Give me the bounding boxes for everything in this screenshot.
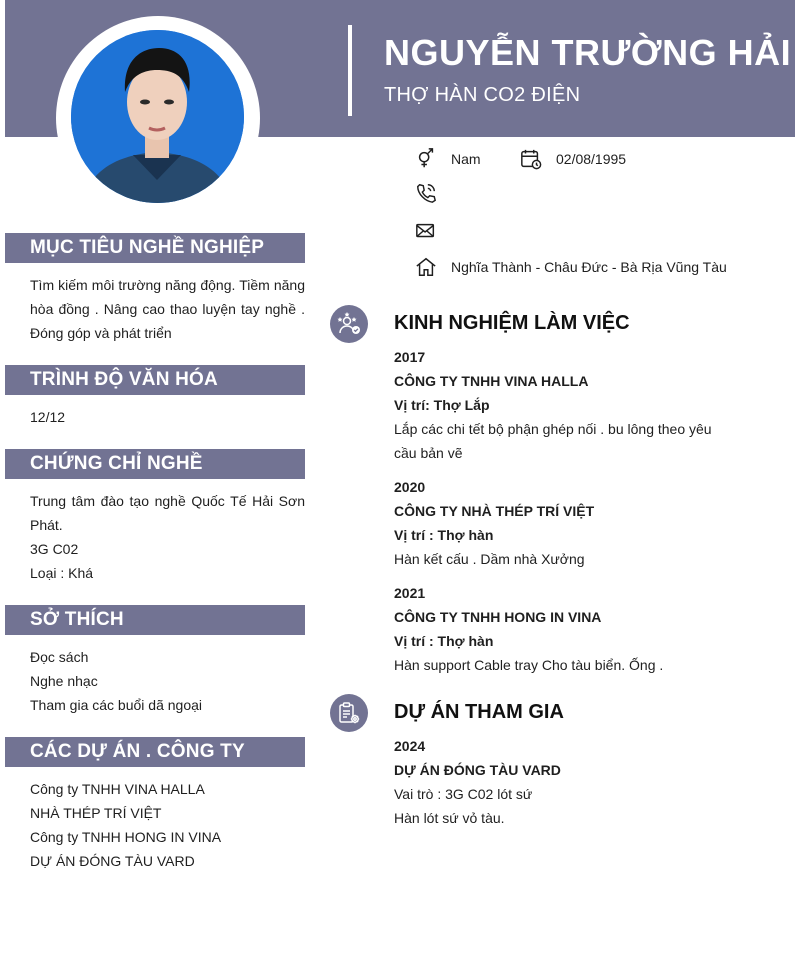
portrait-photo xyxy=(71,30,244,203)
experience-description: Lắp các chi tết bộ phận ghép nối . bu lông theo yêu cầu bản vẽ xyxy=(394,421,712,461)
contact-email xyxy=(415,220,451,242)
envelope-icon xyxy=(415,220,437,242)
phone-icon xyxy=(415,182,437,204)
experience-company: CÔNG TY TNHH VINA HALLA xyxy=(394,373,589,389)
candidate-name: NGUYỄN TRƯỜNG HẢI xyxy=(384,32,792,73)
projects-title: DỰ ÁN THAM GIA xyxy=(394,701,564,723)
objective-text: Tìm kiếm môi trường năng động. Tiềm năng hòa đồng . Nâng cao thao luyện tay nghề . Đóng góp và phát triển xyxy=(30,277,305,341)
contact-address xyxy=(415,256,727,278)
job-title: THỢ HÀN CO2 ĐIỆN xyxy=(384,84,581,106)
hobbies-list xyxy=(30,645,305,717)
company-item: Công ty TNHH VINA HALLA xyxy=(30,781,205,797)
experience-position: Vị trí : Thợ hàn xyxy=(394,633,494,649)
project-item xyxy=(394,734,734,830)
certificates-title: CHỨNG CHỈ NGHỀ xyxy=(5,449,305,479)
experience-company: CÔNG TY TNHH HONG IN VINA xyxy=(394,609,602,625)
experience-item xyxy=(394,581,734,677)
team-badge-icon xyxy=(330,305,368,343)
experience-description: Hàn kết cấu . Dầm nhà Xưởng xyxy=(394,551,585,567)
certificate-school: Trung tâm đào tạo nghề Quốc Tế Hải Sơn Phát. xyxy=(30,493,305,533)
experience-year: 2021 xyxy=(394,585,426,601)
company-item: NHÀ THÉP TRÍ VIỆT xyxy=(30,805,162,821)
hobby-item: Tham gia các buổi dã ngoại xyxy=(30,697,202,713)
education-item: 12/12 xyxy=(30,409,66,425)
address-value: Nghĩa Thành - Châu Đức - Bà Rịa Vũng Tàu xyxy=(451,259,727,275)
experience-description: Hàn support Cable tray Cho tàu biển. Ống . xyxy=(394,657,664,673)
company-item: DỰ ÁN ĐÓNG TÀU VARD xyxy=(30,853,195,869)
header-divider xyxy=(348,25,352,116)
gender-value: Nam xyxy=(451,151,481,167)
companies-title: CÁC DỰ ÁN . CÔNG TY xyxy=(5,737,305,767)
hobby-item: Nghe nhạc xyxy=(30,673,98,689)
project-role: Vai trò : 3G C02 lót sứ xyxy=(394,786,533,802)
experience-title: KINH NGHIỆM LÀM VIỆC xyxy=(394,312,630,334)
experience-position: Vị trí: Thợ Lắp xyxy=(394,397,490,413)
certificate-item: Loại : Khá xyxy=(30,565,94,581)
certificates-list xyxy=(30,489,305,585)
contact-birthdate xyxy=(520,148,626,170)
experience-company: CÔNG TY NHÀ THÉP TRÍ VIỆT xyxy=(394,503,595,519)
education-list xyxy=(30,405,305,429)
avatar xyxy=(71,30,244,203)
project-name: DỰ ÁN ĐÓNG TÀU VARD xyxy=(394,762,561,778)
calendar-icon xyxy=(520,148,542,170)
gender-icon xyxy=(415,148,437,170)
project-detail: Hàn lót sứ vỏ tàu. xyxy=(394,810,505,826)
certificate-item: 3G C02 xyxy=(30,541,79,557)
projects-list xyxy=(394,734,734,830)
experience-year: 2017 xyxy=(394,349,426,365)
clipboard-gear-icon xyxy=(330,694,368,732)
birthdate-value: 02/08/1995 xyxy=(556,151,627,167)
experience-year: 2020 xyxy=(394,479,426,495)
experience-list xyxy=(394,345,734,677)
hobbies-title: SỞ THÍCH xyxy=(5,605,305,635)
company-item: Công ty TNHH HONG IN VINA xyxy=(30,829,222,845)
project-year: 2024 xyxy=(394,738,426,754)
experience-position: Vị trí : Thợ hàn xyxy=(394,527,494,543)
experience-item xyxy=(394,475,734,571)
home-icon xyxy=(415,256,437,278)
hobby-item: Đọc sách xyxy=(30,649,89,665)
companies-list xyxy=(30,777,305,873)
experience-item xyxy=(394,345,734,465)
contact-gender xyxy=(415,148,481,170)
objective-title: MỤC TIÊU NGHỀ NGHIỆP xyxy=(5,233,305,263)
contact-phone xyxy=(415,182,451,204)
education-title: TRÌNH ĐỘ VĂN HÓA xyxy=(5,365,305,395)
